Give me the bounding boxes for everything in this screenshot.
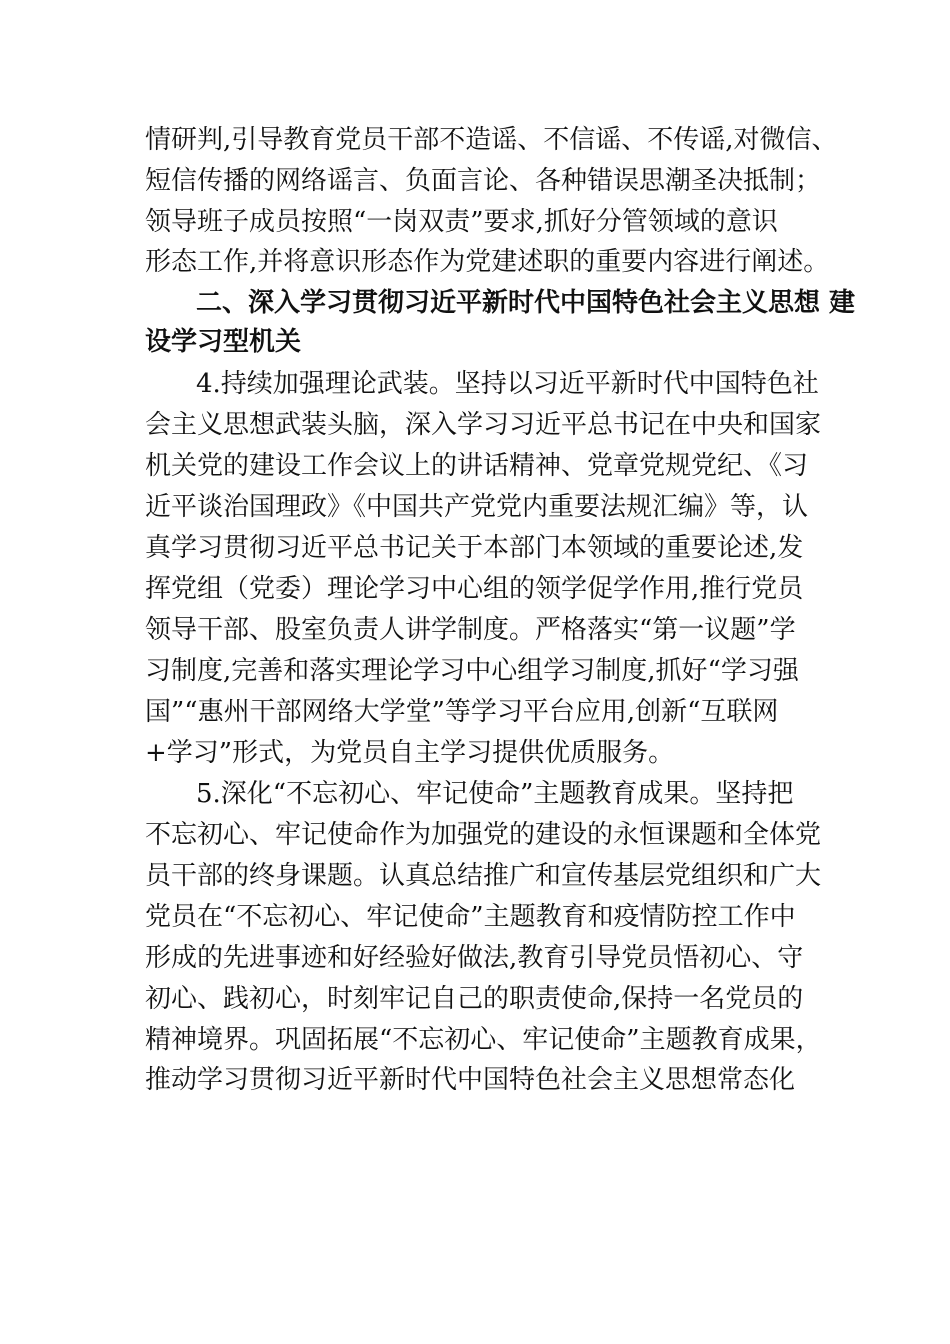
text-line: 会主义思想武装头脑，深入学习习近平总书记在中央和国家 [145,410,822,440]
text-line: 国”“惠州干部网络大学堂”等学习平台应用,创新“互联网 [145,697,779,727]
text-line: 近平谈治国理政》《中国共产党党内重要法规汇编》等，认 [145,492,809,522]
text-line: 推动学习贯彻习近平新时代中国特色社会主义思想常态化 [145,1065,796,1095]
text-line: 情研判,引导教育党员干部不造谣、不信谣、不传谣,对微信、 [145,125,838,155]
text-line: 5.深化“不忘初心、牢记使命”主题教育成果。坚持把 [196,779,794,809]
text-line: 不忘初心、牢记使命作为加强党的建设的永恒课题和全体党 [145,820,822,850]
text-line: 形成的先进事迹和好经验好做法,教育引导党员悟初心、守 [145,943,804,973]
text-line: +学习”形式，为党员自主学习提供优质服务。 [145,738,675,768]
text-line: 员干部的终身课题。认真总结推广和宣传基层党组织和广大 [145,861,822,891]
text-line: 4.持续加强理论武装。坚持以习近平新时代中国特色社 [196,369,819,399]
text-line: 初心、践初心，时刻牢记自己的职责使命,保持一名党员的 [145,984,804,1014]
text-line: 精神境界。巩固拓展“不忘初心、牢记使命”主题教育成果， [145,1025,822,1055]
text-line: 党员在“不忘初心、牢记使命”主题教育和疫情防控工作中 [145,902,796,932]
section-heading: 二、深入学习贯彻习近平新时代中国特色社会主义思想 建 [196,288,856,318]
text-line: 形态工作,并将意识形态作为党建述职的重要内容进行阐述。 [145,247,830,277]
text-line: 领导班子成员按照“一岗双责”要求,抓好分管领域的意识 [145,207,778,237]
text-line: 习制度,完善和落实理论学习中心组学习制度,抓好“学习强 [145,656,799,686]
text-line: 机关党的建设工作会议上的讲话精神、党章党规党纪、《习 [145,451,809,481]
text-line: 挥党组（党委）理论学习中心组的领学促学作用,推行党员 [145,574,804,604]
text-line: 真学习贯彻习近平总书记关于本部门本领域的重要论述,发 [145,533,804,563]
text-line: 短信传播的网络谣言、负面言论、各种错误思潮圣决抵制； [145,166,822,196]
text-line: 领导干部、股室负责人讲学制度。严格落实“第一议题”学 [145,615,796,645]
section-heading: 设学习型机关 [145,327,302,357]
